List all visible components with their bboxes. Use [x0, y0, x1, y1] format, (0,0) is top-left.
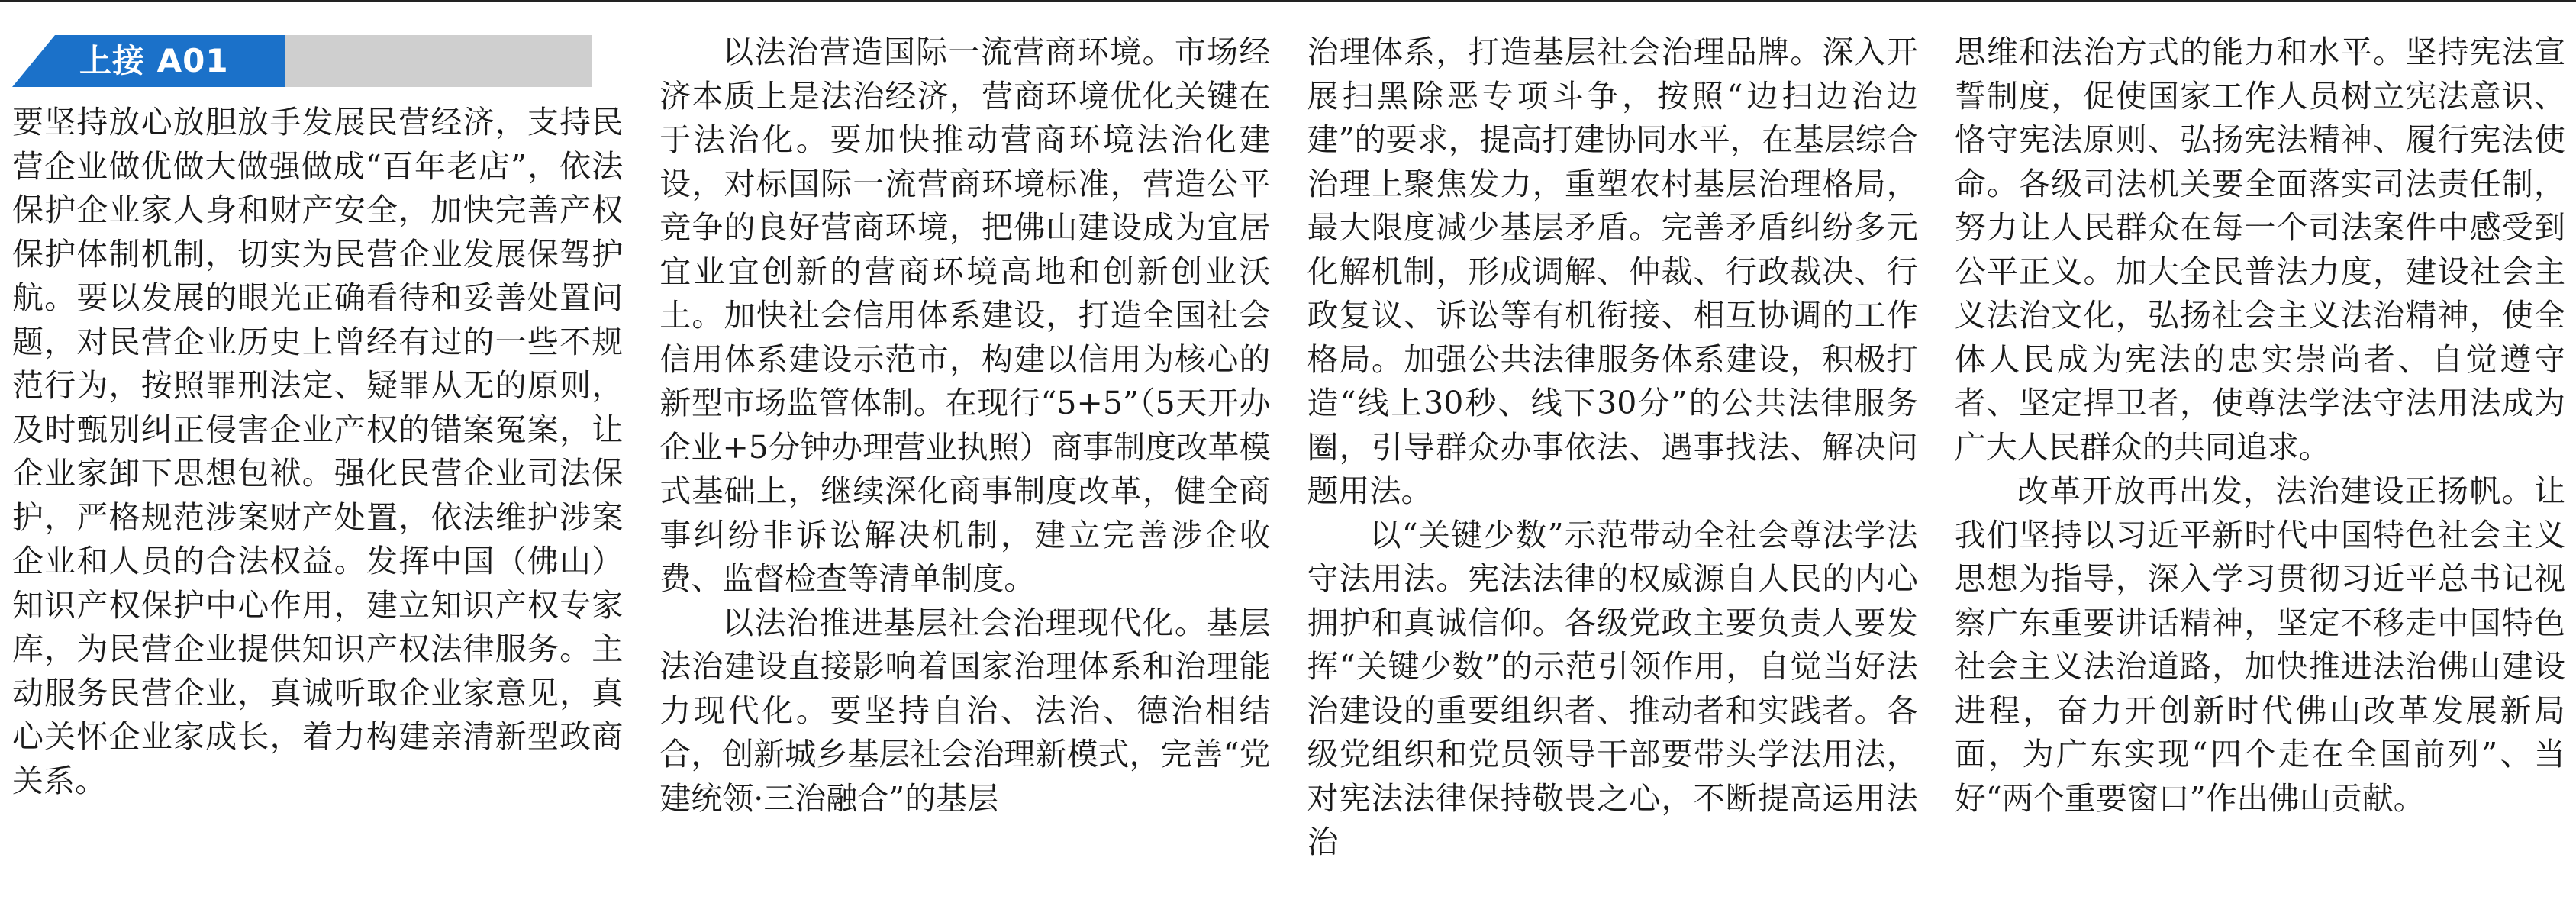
banner-triangle-icon — [12, 35, 55, 87]
paragraph: 治理体系，打造基层社会治理品牌。深入开展扫黑除恶专项斗争，按照“边扫边治边建”的要求，提高打建协同水平，在基层综合治理上聚焦发力，重塑农村基层治理格局，最大限度减少基层矛盾。完善矛盾纠纷多元化解机制，形成调解、仲裁、行政裁决、行政复议、诉讼等有机衔接、相互协调的工作格局。加强公共法律服务体系建设，积极打造“线上30秒、线下30分”的公共法律服务圈，引导群众办事依法、遇事找法、解决问题用法。 — [1307, 34, 1918, 509]
continued-from-banner — [12, 31, 592, 87]
paragraph: 以法治营造国际一流营商环境。市场经济本质上是法治经济，营商环境优化关键在于法治化。要加快推动营商环境法治化建设，对标国际一流营商环境标准，营造公平竞争的良好营商环境，把佛山建设成为宜居宜业宜创新的营商环境高地和创新创业沃土。加快社会信用体系建设，打造全国社会信用体系建设示范市，构建以信用为核心的新型市场监管体制。在现行“5+5”（5天开办企业+5分钟办理营业执照）商事制度改革模式基础上，继续深化商事制度改革，健全商事纠纷非诉讼解决机制，建立完善涉企收费、监督检查等清单制度。 — [659, 34, 1271, 597]
continued-from-label: 上接 A01 — [79, 42, 229, 79]
column-3 — [1307, 31, 1918, 913]
paragraph: 思维和法治方式的能力和水平。坚持宪法宣誓制度，促使国家工作人员树立宪法意识、恪守宪法原则、弘扬宪法精神、履行宪法使命。各级司法机关要全面落实司法责任制，努力让人民群众在每一个司法案件中感受到公平正义。加大全民普法力度，建设社会主义法治文化，弘扬社会主义法治精神，使全体人民成为宪法的忠实崇尚者、自觉遵守者、坚定捍卫者，使尊法学法守法用法成为广大人民群众的共同追求。 — [1954, 34, 2565, 466]
column-2 — [659, 31, 1270, 913]
paragraph: 要坚持放心放胆放手发展民营经济，支持民营企业做优做大做强做成“百年老店”，依法保护企业家人身和财产安全，加快完善产权保护体制机制，切实为民营企业发展保驾护航。要以发展的眼光正确看待和妥善处置问题，对民营企业历史上曾经有过的一些不规范行为，按照罪刑法定、疑罪从无的原则，及时甄别纠正侵害企业产权的错案冤案，让企业家卸下思想包袱。强化民营企业司法保护，严格规范涉案财产处置，依法维护涉案企业和人员的合法权益。发挥中国（佛山）知识产权保护中心作用，建立知识产权专家库，为民营企业提供知识产权法律服务。主动服务民营企业，真诚听取企业家意见，真心关怀企业家成长，着力构建亲清新型政商关系。 — [12, 104, 624, 799]
paragraph: 以法治推进基层社会治理现代化。基层法治建设直接影响着国家治理体系和治理能力现代化。要坚持自治、法治、德治相结合，创新城乡基层社会治理新模式，完善“党建统领·三治融合”的基层 — [659, 604, 1271, 817]
article-columns — [12, 31, 2565, 913]
top-rule — [0, 0, 2576, 2]
paragraph: 以“关键少数”示范带动全社会尊法学法守法用法。宪法法律的权威源自人民的内心拥护和真诚信仰。各级党政主要负责人要发挥“关键少数”的示范引领作用，自觉当好法治建设的重要组织者、推动者和实践者。各级党组织和党员领导干部要带头学法用法，对宪法法律保持敬畏之心，不断提高运用法治 — [1307, 516, 1918, 860]
paragraph: 改革开放再出发，法治建设正扬帆。让我们坚持以习近平新时代中国特色社会主义思想为指导，深入学习贯彻习近平总书记视察广东重要讲话精神，坚定不移走中国特色社会主义法治道路，加快推进法治佛山建设进程，奋力开创新时代佛山改革发展新局面，为广东实现“四个走在全国前列”、当好“两个重要窗口”作出佛山贡献。 — [1954, 472, 2565, 817]
column-1 — [12, 31, 623, 913]
column-4 — [1955, 31, 2565, 913]
